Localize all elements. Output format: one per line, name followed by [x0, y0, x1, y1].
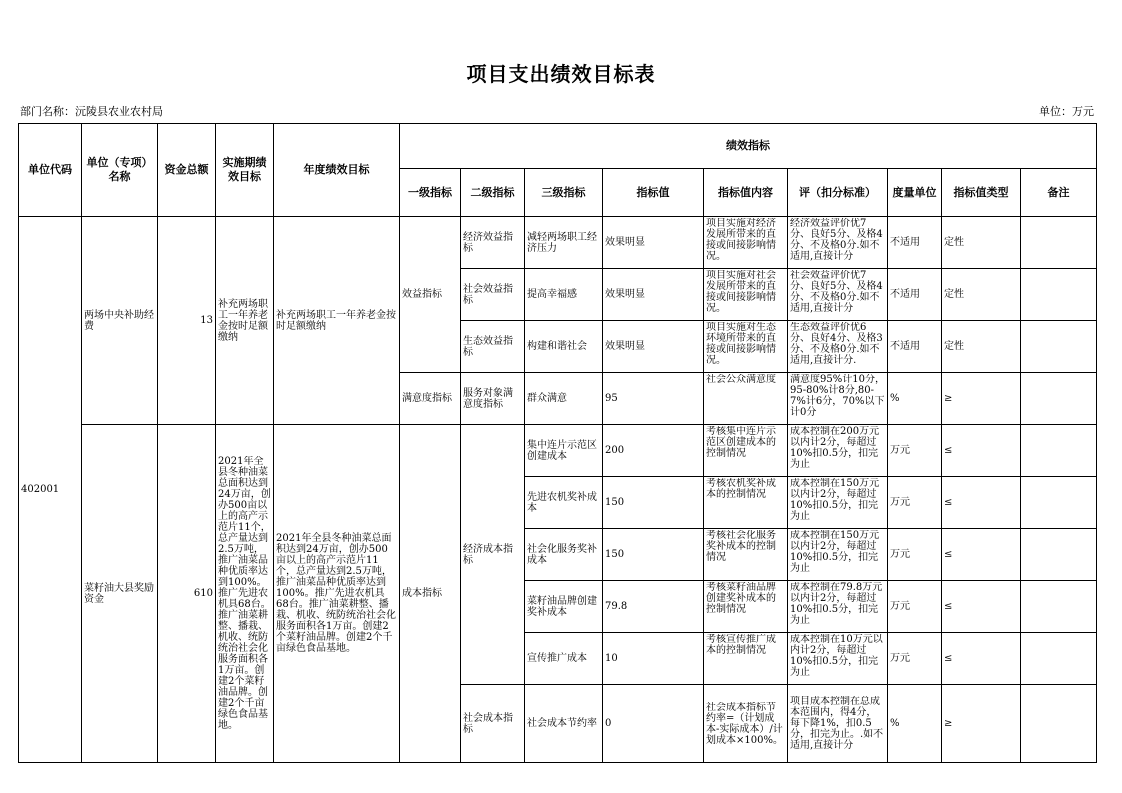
- project-annual-goal: 2021年全县冬种油菜总面积达到24万亩，创办500亩以上的高产示范片11个，总产量达到2.5万吨，推广油菜品种优质率达到100%。推广先进农机具68台。推广油菜耕整、播栽、机收、统防统治社会化服务面积各1万亩。创建2个菜籽油品牌。创建2个千亩绿色食品基地。: [274, 425, 400, 763]
- header-remark: 备注: [1021, 169, 1097, 217]
- content-text: 项目实施对社会发展所带来的直接或间接影响情况。: [706, 269, 776, 314]
- content-cell: [704, 269, 788, 321]
- type-cell: 定性: [942, 269, 1021, 321]
- content-text: 考核集中连片示范区创建成本的控制情况: [706, 425, 776, 459]
- header-level1: 一级指标: [400, 169, 461, 217]
- standard-cell: [788, 217, 888, 269]
- level1-cell: 成本指标: [400, 425, 461, 763]
- value-cell: 效果明显: [603, 217, 704, 269]
- measure-cell: 万元: [888, 477, 942, 529]
- project-period-goal: 补充两场职工一年养老金按时足额缴纳: [216, 217, 274, 425]
- remark-cell: [1021, 269, 1097, 321]
- project-annual-goal: 补充两场职工一年养老金按时足额缴纳: [274, 217, 400, 425]
- standard-cell: [788, 269, 888, 321]
- project-amount: 610: [158, 425, 216, 763]
- level2-cell: 社会成本指标: [461, 685, 525, 763]
- content-cell: [704, 321, 788, 373]
- level3-cell: 先进农机奖补成本: [525, 477, 603, 529]
- standard-text: 成本控制在79.8万元以内计2分，每超过10%扣0.5分，扣完为止: [790, 581, 883, 626]
- period-goal-text: 2021年全县冬种油菜总面积达到24万亩，创办500亩以上的高产示范片11个，总产量达到2.5万吨，推广油菜品种优质率达到100%。推广先进农机具68台。推广油菜耕整、播栽、机收、统防统治社会化服务面积各1万亩。创建2个菜籽油品牌。创建2个千亩绿色食品基地。: [218, 456, 271, 731]
- measure-cell: 万元: [888, 581, 942, 633]
- remark-cell: [1021, 633, 1097, 685]
- content-cell: [704, 217, 788, 269]
- value-cell: 200: [603, 425, 704, 477]
- level2-cell: 社会效益指标: [461, 269, 525, 321]
- remark-cell: [1021, 373, 1097, 425]
- header-value-content: 指标值内容: [704, 169, 788, 217]
- level3-cell: 社会化服务奖补成本: [525, 529, 603, 581]
- type-cell: ≤: [942, 425, 1021, 477]
- content-text: 考核宣传推广成本的控制情况: [706, 633, 776, 656]
- level1-cell: 效益指标: [400, 217, 461, 373]
- standard-cell: [788, 685, 888, 763]
- measure-cell: 不适用: [888, 269, 942, 321]
- page-title: 项目支出绩效目标表: [466, 62, 656, 86]
- value-cell: 0: [603, 685, 704, 763]
- content-cell: [704, 373, 788, 425]
- level3-cell: 宣传推广成本: [525, 633, 603, 685]
- type-cell: ≤: [942, 581, 1021, 633]
- project-name: 两场中央补助经费: [82, 217, 158, 425]
- remark-cell: [1021, 581, 1097, 633]
- type-cell: ≥: [942, 685, 1021, 763]
- standard-cell: [788, 373, 888, 425]
- header-performance-indicators: 绩效指标: [400, 124, 1097, 169]
- standard-text: 生态效益评价优6分、良好4分、及格3分、不及格0分.如不适用,直接计分.: [790, 321, 883, 366]
- content-text: 项目实施对生态环境所带来的直接或间接影响情况。: [706, 321, 776, 366]
- remark-cell: [1021, 685, 1097, 763]
- level2-cell: 服务对象满意度指标: [461, 373, 525, 425]
- content-cell: [704, 633, 788, 685]
- project-period-goal: [216, 425, 274, 763]
- measure-cell: 不适用: [888, 217, 942, 269]
- level3-cell: 社会成本节约率: [525, 685, 603, 763]
- value-cell: 150: [603, 529, 704, 581]
- measure-cell: 万元: [888, 425, 942, 477]
- type-cell: 定性: [942, 217, 1021, 269]
- remark-cell: [1021, 217, 1097, 269]
- standard-cell: [788, 477, 888, 529]
- header-unit-code: 单位代码: [19, 124, 82, 217]
- value-cell: 效果明显: [603, 269, 704, 321]
- header-total-funds: 资金总额: [158, 124, 216, 217]
- project-name: 菜籽油大县奖励资金: [82, 425, 158, 763]
- header-value: 指标值: [603, 169, 704, 217]
- standard-text: 项目成本控制在总成本范围内，得4分，每下降1%，扣0.5分，扣完为止。.如不适用,直接计分: [790, 696, 884, 751]
- standard-text: 成本控制在200万元以内计2分，每超过10%扣0.5分，扣完为止: [790, 425, 880, 470]
- standard-cell: [788, 321, 888, 373]
- header-level3: 三级指标: [525, 169, 603, 217]
- measure-cell: 不适用: [888, 321, 942, 373]
- table-row: [19, 217, 1097, 269]
- content-cell: [704, 477, 788, 529]
- remark-cell: [1021, 321, 1097, 373]
- value-cell: 79.8: [603, 581, 704, 633]
- header-level2: 二级指标: [461, 169, 525, 217]
- level3-cell: 提高幸福感: [525, 269, 603, 321]
- standard-text: 满意度95%计10分，95-80%计8分,80-7%计6分，70%以下计0分: [790, 373, 885, 418]
- content-text: 社会成本指标节约率=（计划成本-实际成本）/计划成本×100%。: [706, 701, 783, 746]
- level1-cell: 满意度指标: [400, 373, 461, 425]
- content-cell: [704, 581, 788, 633]
- table-row: [19, 425, 1097, 477]
- header-value-type: 指标值类型: [942, 169, 1021, 217]
- value-cell: 10: [603, 633, 704, 685]
- content-text: 考核菜籽油品牌创建奖补成本的控制情况: [706, 581, 776, 615]
- level2-cell: 经济效益指标: [461, 217, 525, 269]
- standard-text: 成本控制在10万元以内计2分，每超过10%扣0.5分，扣完为止: [790, 633, 883, 678]
- content-text: 考核社会化服务奖补成本的控制情况: [706, 529, 776, 563]
- standard-text: 成本控制在150万元以内计2分，每超过10%扣0.5分，扣完为止: [790, 529, 880, 574]
- type-cell: ≤: [942, 633, 1021, 685]
- content-cell: [704, 685, 788, 763]
- header-period-goal: 实施期绩效目标: [216, 124, 274, 217]
- unit-code-cell: 402001: [19, 217, 82, 763]
- type-cell: ≤: [942, 477, 1021, 529]
- project-amount: 13: [158, 217, 216, 425]
- performance-table: [18, 123, 1097, 763]
- value-cell: 95: [603, 373, 704, 425]
- standard-cell: [788, 581, 888, 633]
- remark-cell: [1021, 529, 1097, 581]
- level3-cell: 群众满意: [525, 373, 603, 425]
- header-annual-goal: 年度绩效目标: [274, 124, 400, 217]
- content-text: 项目实施对经济发展所带来的直接或间接影响情况。: [706, 217, 776, 262]
- standard-cell: [788, 425, 888, 477]
- type-cell: 定性: [942, 321, 1021, 373]
- measure-cell: 万元: [888, 633, 942, 685]
- level3-cell: 集中连片示范区创建成本: [525, 425, 603, 477]
- value-cell: 效果明显: [603, 321, 704, 373]
- value-cell: 150: [603, 477, 704, 529]
- remark-cell: [1021, 477, 1097, 529]
- content-cell: [704, 425, 788, 477]
- standard-cell: [788, 529, 888, 581]
- level3-cell: 减轻两场职工经济压力: [525, 217, 603, 269]
- measure-cell: %: [888, 373, 942, 425]
- standard-text: 经济效益评价优7分、良好5分、及格4分、不及格0分.如不适用,直接计分: [790, 217, 883, 262]
- level3-cell: 菜籽油品牌创建奖补成本: [525, 581, 603, 633]
- level2-cell: 生态效益指标: [461, 321, 525, 373]
- unit-label: 单位：万元: [1039, 105, 1094, 118]
- measure-cell: 万元: [888, 529, 942, 581]
- measure-cell: %: [888, 685, 942, 763]
- header-measure-unit: 度量单位: [888, 169, 942, 217]
- type-cell: ≤: [942, 529, 1021, 581]
- content-text: 社会公众满意度: [706, 373, 776, 385]
- level2-cell: 经济成本指标: [461, 425, 525, 685]
- level3-cell: 构建和谐社会: [525, 321, 603, 373]
- remark-cell: [1021, 425, 1097, 477]
- department-name: 部门名称：沅陵县农业农村局: [20, 105, 163, 118]
- standard-cell: [788, 633, 888, 685]
- content-text: 考核农机奖补成本的控制情况: [706, 477, 776, 500]
- standard-text: 社会效益评价优7分、良好5分、及格4分、不及格0分.如不适用,直接计分: [790, 269, 883, 314]
- content-cell: [704, 529, 788, 581]
- standard-text: 成本控制在150万元以内计2分，每超过10%扣0.5分，扣完为止: [790, 477, 880, 522]
- header-scoring-standard: 评（扣分标准）: [788, 169, 888, 217]
- header-unit-name: 单位（专项）名称: [82, 124, 158, 217]
- type-cell: ≥: [942, 373, 1021, 425]
